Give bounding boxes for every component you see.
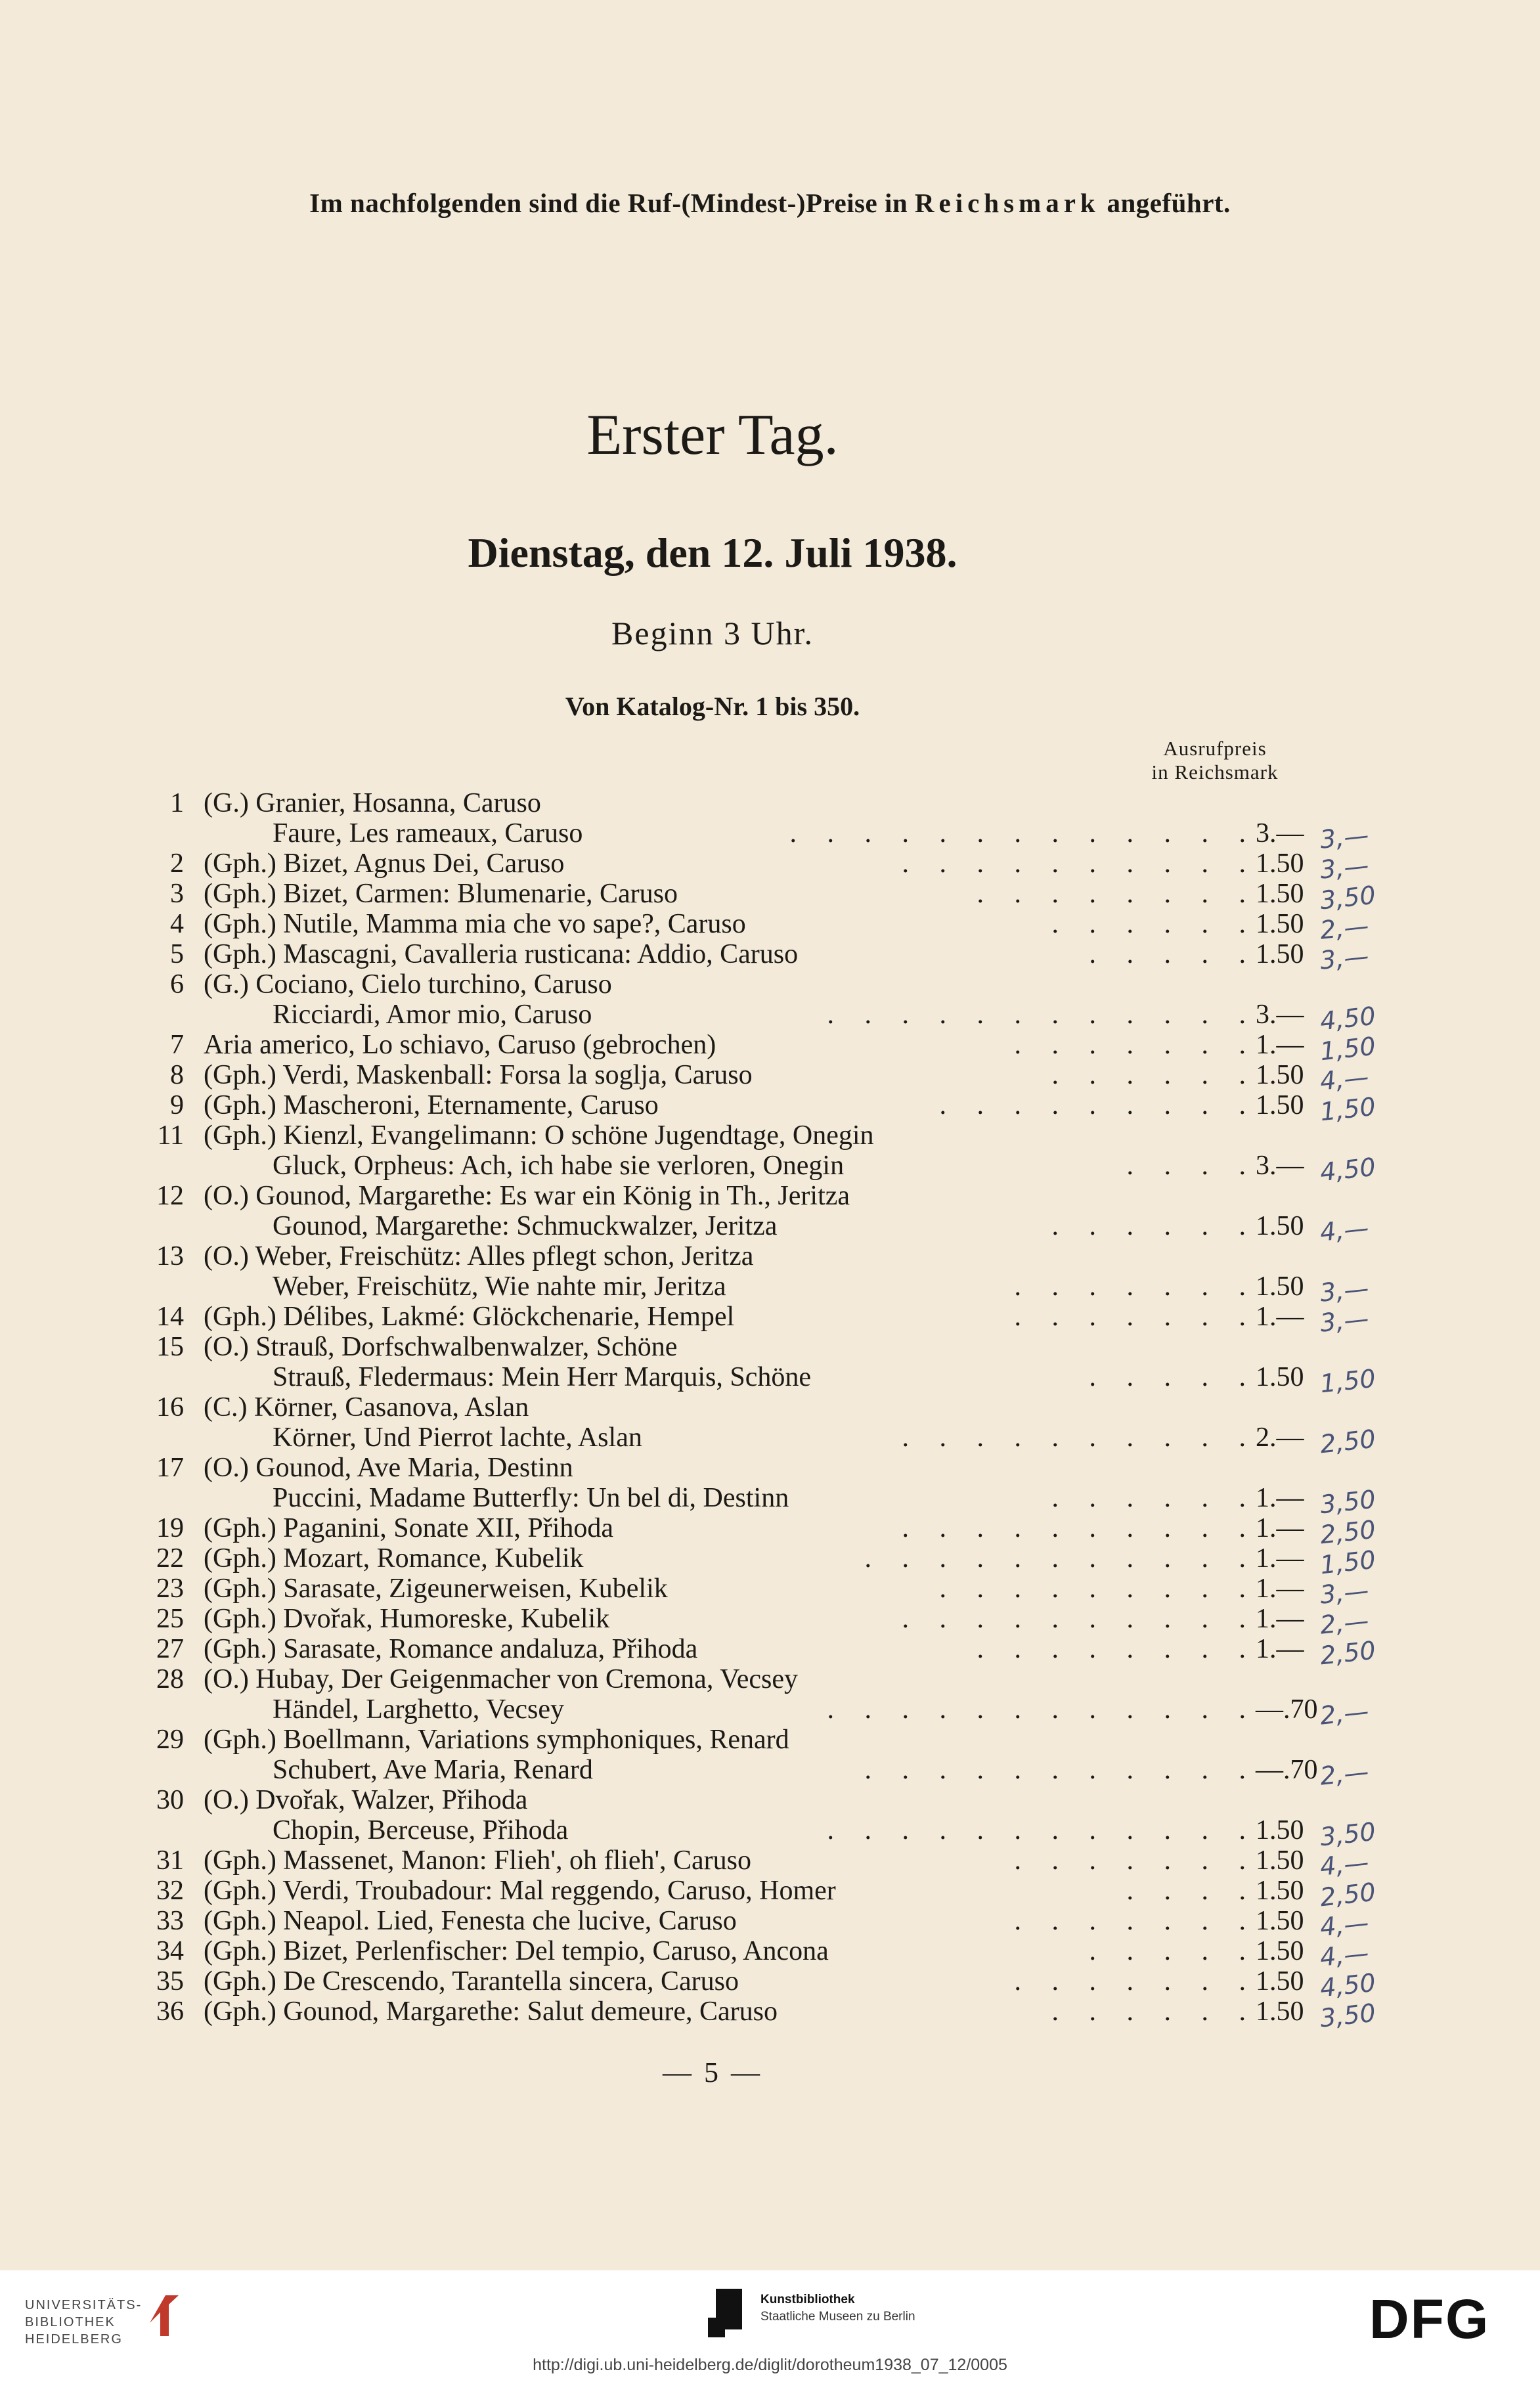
kunstbibliothek-logo-icon	[703, 2283, 749, 2343]
handwritten-price-note: 2,—	[1318, 1757, 1371, 1791]
lot-line	[0, 1423, 1540, 1459]
lot-list	[0, 788, 1540, 2033]
starting-price: 1.50	[1256, 879, 1304, 909]
starting-price: 1.50	[1256, 1906, 1304, 1936]
lot-line	[0, 1181, 1540, 1211]
starting-price: 1.—	[1256, 1302, 1304, 1332]
dot-leader: . . . . . . . . . .	[902, 1604, 1258, 1634]
dot-leader: . . . . .	[1089, 1936, 1258, 1966]
lot-number: 12	[156, 1181, 184, 1211]
handwritten-price-note: 4,50	[1318, 1152, 1377, 1187]
dfg-logo: DFG	[1369, 2288, 1490, 2350]
lot-description: (Gph.) Neapol. Lied, Fenesta che lucive, Caruso	[204, 1906, 737, 1936]
lot-line	[0, 909, 1540, 945]
starting-price: 1.50	[1256, 1966, 1304, 1996]
starting-price: 1.50	[1256, 1362, 1304, 1392]
dot-leader: . . . . . . .	[1014, 1906, 1258, 1936]
lot-number: 36	[156, 1996, 184, 2027]
dot-leader: . . . . . .	[1051, 1996, 1258, 2027]
lot-number: 17	[156, 1453, 184, 1483]
lot-description: (Gph.) Paganini, Sonate XII, Přihoda	[204, 1513, 614, 1543]
starting-price: 3.—	[1256, 1000, 1304, 1030]
price-column-header	[1130, 737, 1300, 784]
starting-price: 1.50	[1256, 1845, 1304, 1876]
lot-number: 27	[156, 1634, 184, 1664]
dot-leader: . . . . . . .	[1014, 1845, 1258, 1876]
lot-description: (Gph.) Verdi, Troubadour: Mal reggendo, Caruso, Homer	[204, 1876, 836, 1906]
lot-line	[0, 788, 1540, 818]
dot-leader: . . . . . . . . . .	[902, 1513, 1258, 1543]
lot-line	[0, 818, 1540, 854]
lot-line	[0, 939, 1540, 975]
dot-leader: . . . . . . . . . . .	[864, 1755, 1258, 1785]
lot-line	[0, 1966, 1540, 2003]
starting-price: 1.—	[1256, 1574, 1304, 1604]
uni-logo-line2: BIBLIOTHEK	[25, 2315, 116, 2329]
dot-leader: . . . . . . .	[1014, 1302, 1258, 1332]
handwritten-price-note: 2,50	[1318, 1424, 1377, 1459]
lot-description: (G.) Cociano, Cielo turchino, Caruso	[204, 969, 612, 1000]
lot-number: 22	[156, 1543, 184, 1574]
handwritten-price-note: 4,—	[1318, 1213, 1371, 1247]
starting-price: 1.—	[1256, 1543, 1304, 1574]
lot-line	[0, 1090, 1540, 1127]
university-emblem-icon	[139, 2290, 185, 2343]
lot-number: 7	[170, 1030, 184, 1060]
handwritten-price-note: 4,—	[1318, 1908, 1371, 1942]
lot-line	[0, 1362, 1540, 1399]
dot-leader: . . . . . . . . . . . . .	[789, 818, 1258, 849]
lot-description: (Gph.) Verdi, Maskenball: Forsa la soglja, Caruso	[204, 1060, 753, 1090]
lot-description: (O.) Gounod, Ave Maria, Destinn	[204, 1453, 573, 1483]
lot-line	[0, 1000, 1540, 1036]
lot-description: (O.) Hubay, Der Geigenmacher von Cremona, Vecsey	[204, 1664, 799, 1694]
lot-line	[0, 1574, 1540, 1610]
starting-price: 1.50	[1256, 1211, 1304, 1241]
day-title: Erster Tag.	[586, 403, 839, 467]
lot-line	[0, 1120, 1540, 1151]
lot-description: (Gph.) Nutile, Mamma mia che vo sape?, Caruso	[204, 909, 746, 939]
lot-description: (C.) Körner, Casanova, Aslan	[204, 1392, 529, 1423]
lot-number: 8	[170, 1060, 184, 1090]
lot-line	[0, 1241, 1540, 1271]
lot-description: (Gph.) Dvořak, Humoreske, Kubelik	[204, 1604, 610, 1634]
starting-price: 1.50	[1256, 849, 1304, 879]
lot-number: 19	[156, 1513, 184, 1543]
date-line: Dienstag, den 12. Juli 1938.	[468, 529, 957, 576]
handwritten-price-note: 4,50	[1318, 1968, 1377, 2003]
handwritten-price-note: 3,50	[1318, 1817, 1377, 1852]
dot-leader: . . . . . . . . . .	[902, 849, 1258, 879]
lot-line	[0, 1302, 1540, 1338]
handwritten-price-note: 1,50	[1318, 1031, 1377, 1067]
digitization-footer	[0, 2270, 1540, 2382]
handwritten-price-note: 3,50	[1318, 1484, 1377, 1520]
price-notice	[0, 187, 1540, 219]
lot-line	[0, 1392, 1540, 1423]
lot-description: (Gph.) Délibes, Lakmé: Glöckchenarie, Hempel	[204, 1302, 735, 1332]
dot-leader: . . . . . .	[1051, 909, 1258, 939]
dot-leader: . . . . . . . .	[977, 879, 1258, 909]
lot-description: (Gph.) Gounod, Margarethe: Salut demeure, Caruso	[204, 1996, 778, 2027]
handwritten-price-note: 2,50	[1318, 1877, 1377, 1912]
lot-description: (O.) Dvořak, Walzer, Přihoda	[204, 1785, 528, 1815]
starting-price: 1.50	[1256, 1996, 1304, 2027]
lot-description: Körner, Und Pierrot lachte, Aslan	[273, 1423, 642, 1453]
lot-description: Händel, Larghetto, Vecsey	[273, 1694, 564, 1725]
starting-price: 1.50	[1256, 1271, 1304, 1302]
lot-description: Strauß, Fledermaus: Mein Herr Marquis, Schöne	[273, 1362, 812, 1392]
lot-description: Schubert, Ave Maria, Renard	[273, 1755, 593, 1785]
notice-suffix: angeführt.	[1107, 188, 1231, 218]
lot-line	[0, 1060, 1540, 1096]
starting-price: 3.—	[1256, 1151, 1304, 1181]
starting-price: 1.—	[1256, 1604, 1304, 1634]
handwritten-price-note: 2,—	[1318, 1696, 1371, 1731]
lot-number: 4	[170, 909, 184, 939]
university-library-logo	[25, 2297, 142, 2348]
handwritten-price-note: 2,—	[1318, 1606, 1371, 1640]
dot-leader: . . . . . . . . . .	[902, 1423, 1258, 1453]
lot-line	[0, 1694, 1540, 1731]
lot-line	[0, 969, 1540, 1000]
lot-number: 1	[170, 788, 184, 818]
lot-description: (Gph.) Boellmann, Variations symphoniques, Renard	[204, 1725, 789, 1755]
handwritten-price-note: 3,—	[1318, 820, 1371, 854]
handwritten-price-note: 4,—	[1318, 1847, 1371, 1882]
starting-price: 1.50	[1256, 1936, 1304, 1966]
lot-number: 6	[170, 969, 184, 1000]
page-number: — 5 —	[663, 2056, 762, 2088]
kb-name: Kunstbibliothek	[760, 2293, 855, 2306]
lot-description: (O.) Strauß, Dorfschwalbenwalzer, Schöne	[204, 1332, 678, 1362]
starting-price: 1.50	[1256, 1090, 1304, 1120]
notice-prefix: Im nachfolgenden sind die Ruf-(Mindest-)Preise in	[309, 188, 908, 218]
lot-line	[0, 1151, 1540, 1187]
lot-line	[0, 1996, 1540, 2033]
lot-description: (Gph.) Bizet, Carmen: Blumenarie, Caruso	[204, 879, 678, 909]
lot-description: Chopin, Berceuse, Přihoda	[273, 1815, 569, 1845]
dot-leader: . . . . . . . .	[977, 1634, 1258, 1664]
handwritten-price-note: 3,50	[1318, 1998, 1377, 2033]
handwritten-price-note: 4,—	[1318, 1062, 1371, 1096]
catalog-range: Von Katalog-Nr. 1 bis 350.	[565, 692, 860, 721]
lot-line	[0, 1030, 1540, 1067]
lot-number: 2	[170, 849, 184, 879]
lot-line	[0, 1815, 1540, 1852]
handwritten-price-note: 1,50	[1318, 1092, 1377, 1127]
starting-price: 3.—	[1256, 818, 1304, 849]
lot-description: Weber, Freischütz, Wie nahte mir, Jeritza	[273, 1271, 726, 1302]
lot-line	[0, 849, 1540, 885]
handwritten-price-note: 3,—	[1318, 1304, 1371, 1338]
handwritten-price-note: 1,50	[1318, 1545, 1377, 1580]
lot-line	[0, 1211, 1540, 1247]
lot-number: 25	[156, 1604, 184, 1634]
lot-description: Gluck, Orpheus: Ach, ich habe sie verloren, Onegin	[273, 1151, 845, 1181]
lot-description: (Gph.) De Crescendo, Tarantella sincera, Caruso	[204, 1966, 739, 1996]
dot-leader: . . . . . . . . . . . .	[827, 1815, 1258, 1845]
lot-number: 31	[156, 1845, 184, 1876]
starting-price: 1.50	[1256, 1060, 1304, 1090]
handwritten-price-note: 4,50	[1318, 1001, 1377, 1036]
starting-price: —.70	[1256, 1755, 1318, 1785]
lot-line	[0, 1936, 1540, 1972]
lot-line	[0, 1755, 1540, 1791]
lot-line	[0, 1845, 1540, 1882]
starting-price: 1.—	[1256, 1634, 1304, 1664]
starting-price: 1.50	[1256, 939, 1304, 969]
lot-description: (O.) Weber, Freischütz: Alles pflegt schon, Jeritza	[204, 1241, 754, 1271]
handwritten-price-note: 1,50	[1318, 1363, 1377, 1399]
lot-description: (G.) Granier, Hosanna, Caruso	[204, 788, 541, 818]
lot-number: 3	[170, 879, 184, 909]
lot-description: (Gph.) Bizet, Perlenfischer: Del tempio, Caruso, Ancona	[204, 1936, 829, 1966]
lot-number: 29	[156, 1725, 184, 1755]
lot-line	[0, 1664, 1540, 1694]
lot-number: 33	[156, 1906, 184, 1936]
lot-description: (Gph.) Sarasate, Romance andaluza, Přihoda	[204, 1634, 698, 1664]
starting-price: 1.50	[1256, 909, 1304, 939]
dot-leader: . . . .	[1126, 1151, 1258, 1181]
dot-leader: . . . . . . .	[1014, 1271, 1258, 1302]
dot-leader: . . . .	[1126, 1876, 1258, 1906]
lot-number: 13	[156, 1241, 184, 1271]
lot-line	[0, 1876, 1540, 1912]
lot-description: (O.) Gounod, Margarethe: Es war ein König in Th., Jeritza	[204, 1181, 850, 1211]
lot-number: 16	[156, 1392, 184, 1423]
lot-line	[0, 1906, 1540, 1942]
dot-leader: . . . . . . . . . . . .	[827, 1000, 1258, 1030]
lot-line	[0, 879, 1540, 915]
lot-line	[0, 1543, 1540, 1580]
uni-logo-line3: HEIDELBERG	[25, 2332, 123, 2347]
starting-price: —.70	[1256, 1694, 1318, 1725]
lot-line	[0, 1634, 1540, 1671]
dot-leader: . . . . . . . . .	[939, 1090, 1258, 1120]
lot-line	[0, 1785, 1540, 1815]
lot-description: Ricciardi, Amor mio, Caruso	[273, 1000, 592, 1030]
begin-line: Beginn 3 Uhr.	[611, 615, 814, 651]
dot-leader: . . . . .	[1089, 1362, 1258, 1392]
dot-leader: . . . . . . . . . . .	[864, 1543, 1258, 1574]
dot-leader: . . . . . .	[1051, 1483, 1258, 1513]
lot-description: Faure, Les rameaux, Caruso	[273, 818, 583, 849]
lot-description: (Gph.) Sarasate, Zigeunerweisen, Kubelik	[204, 1574, 668, 1604]
kb-subtitle: Staatliche Museen zu Berlin	[760, 2310, 915, 2324]
lot-description: (Gph.) Massenet, Manon: Flieh', oh flieh', Caruso	[204, 1845, 752, 1876]
lot-description: Puccini, Madame Butterfly: Un bel di, Destinn	[273, 1483, 789, 1513]
lot-line	[0, 1332, 1540, 1362]
starting-price: 1.—	[1256, 1030, 1304, 1060]
lot-number: 5	[170, 939, 184, 969]
kunstbibliothek-label	[760, 2291, 915, 2326]
notice-currency: Reichsmark	[914, 188, 1100, 218]
lot-description: Gounod, Margarethe: Schmuckwalzer, Jeritza	[273, 1211, 778, 1241]
lot-line	[0, 1604, 1540, 1640]
starting-price: 2.—	[1256, 1423, 1304, 1453]
lot-number: 30	[156, 1785, 184, 1815]
dot-leader: . . . . . .	[1051, 1060, 1258, 1090]
lot-number: 15	[156, 1332, 184, 1362]
dot-leader: . . . . . . .	[1014, 1966, 1258, 1996]
handwritten-price-note: 3,—	[1318, 941, 1371, 975]
lot-description: (Gph.) Mascagni, Cavalleria rusticana: Addio, Caruso	[204, 939, 799, 969]
starting-price: 1.—	[1256, 1513, 1304, 1543]
lot-line	[0, 1513, 1540, 1550]
handwritten-price-note: 3,—	[1318, 850, 1371, 885]
lot-number: 35	[156, 1966, 184, 1996]
dot-leader: . . . . . .	[1051, 1211, 1258, 1241]
dot-leader: . . . . . . . . . . . .	[827, 1694, 1258, 1725]
starting-price: 1.50	[1256, 1876, 1304, 1906]
starting-price: 1.50	[1256, 1815, 1304, 1845]
lot-description: (Gph.) Kienzl, Evangelimann: O schöne Jugendtage, Onegin	[204, 1120, 874, 1151]
dot-leader: . . . . . . .	[1014, 1030, 1258, 1060]
lot-number: 9	[170, 1090, 184, 1120]
handwritten-price-note: 4,—	[1318, 1938, 1371, 1972]
uni-logo-line1: UNIVERSITÄTS-	[25, 2298, 143, 2312]
lot-description: (Gph.) Mascheroni, Eternamente, Caruso	[204, 1090, 659, 1120]
lot-number: 34	[156, 1936, 184, 1966]
lot-line	[0, 1453, 1540, 1483]
handwritten-price-note: 3,—	[1318, 1576, 1371, 1610]
lot-number: 32	[156, 1876, 184, 1906]
handwritten-price-note: 2,50	[1318, 1635, 1377, 1671]
price-header-line1: Ausrufpreis	[1163, 737, 1267, 760]
lot-description: Aria americo, Lo schiavo, Caruso (gebrochen)	[204, 1030, 716, 1060]
lot-description: (Gph.) Bizet, Agnus Dei, Caruso	[204, 849, 565, 879]
price-header-line2: in Reichsmark	[1151, 761, 1279, 783]
lot-line	[0, 1271, 1540, 1308]
handwritten-price-note: 2,50	[1318, 1514, 1377, 1550]
dot-leader: . . . . . . . . .	[939, 1574, 1258, 1604]
starting-price: 1.—	[1256, 1483, 1304, 1513]
handwritten-price-note: 3,—	[1318, 1273, 1371, 1308]
lot-number: 28	[156, 1664, 184, 1694]
handwritten-price-note: 3,50	[1318, 880, 1377, 915]
handwritten-price-note: 2,—	[1318, 911, 1371, 945]
lot-description: (Gph.) Mozart, Romance, Kubelik	[204, 1543, 584, 1574]
lot-number: 23	[156, 1574, 184, 1604]
source-url[interactable]: http://digi.ub.uni-heidelberg.de/diglit/dorotheum1938_07_12/0005	[533, 2356, 1007, 2374]
lot-line	[0, 1725, 1540, 1755]
lot-line	[0, 1483, 1540, 1520]
lot-number: 14	[156, 1302, 184, 1332]
dot-leader: . . . . .	[1089, 939, 1258, 969]
lot-number: 11	[157, 1120, 184, 1151]
